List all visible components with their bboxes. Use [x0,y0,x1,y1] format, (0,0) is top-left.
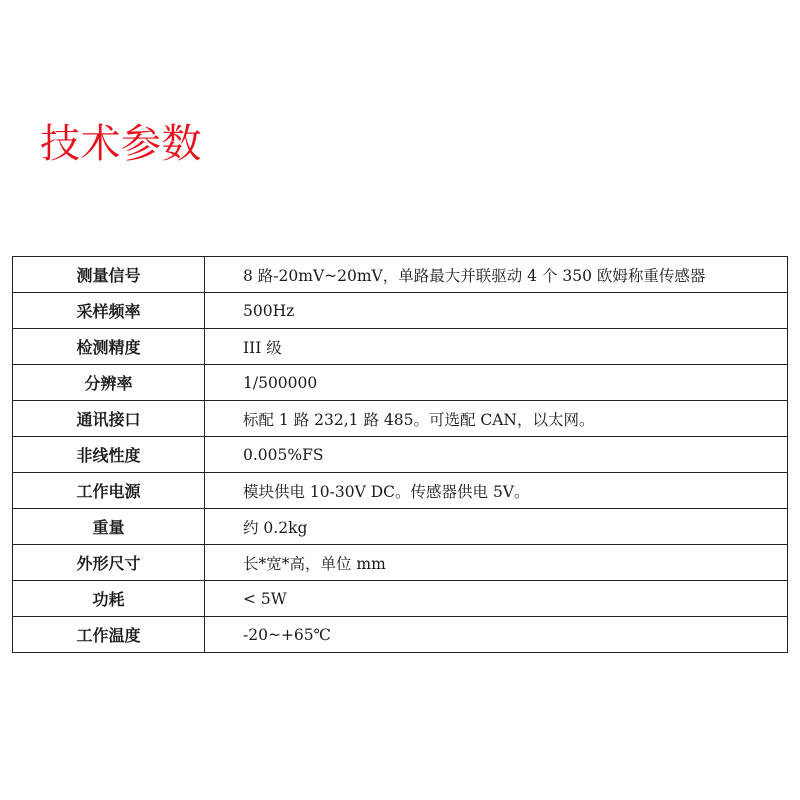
spec-row-power-consumption [13,581,788,617]
spec-row-power-supply [13,473,788,509]
spec-value: 模块供电 10-30V DC。传感器供电 5V。 [205,473,788,509]
spec-row-measurement-signal [13,257,788,293]
spec-row-dimensions [13,545,788,581]
spec-row-sampling-frequency [13,293,788,329]
spec-value: 8 路-20mV~20mV，单路最大并联驱动 4 个 350 欧姆称重传感器 [205,257,788,293]
spec-label: 分辨率 [13,365,205,401]
spec-row-nonlinearity [13,437,788,473]
spec-value: 约 0.2kg [205,509,788,545]
spec-value: 长*宽*高，单位 mm [205,545,788,581]
spec-value: -20~+65℃ [205,617,788,653]
spec-label: 测量信号 [13,257,205,293]
spec-label: 非线性度 [13,437,205,473]
spec-label: 功耗 [13,581,205,617]
spec-row-accuracy [13,329,788,365]
spec-row-resolution [13,365,788,401]
spec-value: 1/500000 [205,365,788,401]
spec-value: < 5W [205,581,788,617]
spec-label: 通讯接口 [13,401,205,437]
spec-row-communication [13,401,788,437]
page-title: 技术参数 [40,121,202,167]
spec-label: 工作温度 [13,617,205,653]
spec-label: 检测精度 [13,329,205,365]
spec-value: III 级 [205,329,788,365]
spec-table [12,256,788,653]
spec-label: 重量 [13,509,205,545]
spec-value: 0.005%FS [205,437,788,473]
spec-label: 外形尺寸 [13,545,205,581]
spec-value: 500Hz [205,293,788,329]
spec-row-weight [13,509,788,545]
spec-value: 标配 1 路 232,1 路 485。可选配 CAN，以太网。 [205,401,788,437]
spec-label: 工作电源 [13,473,205,509]
spec-label: 采样频率 [13,293,205,329]
spec-row-operating-temperature [13,617,788,653]
